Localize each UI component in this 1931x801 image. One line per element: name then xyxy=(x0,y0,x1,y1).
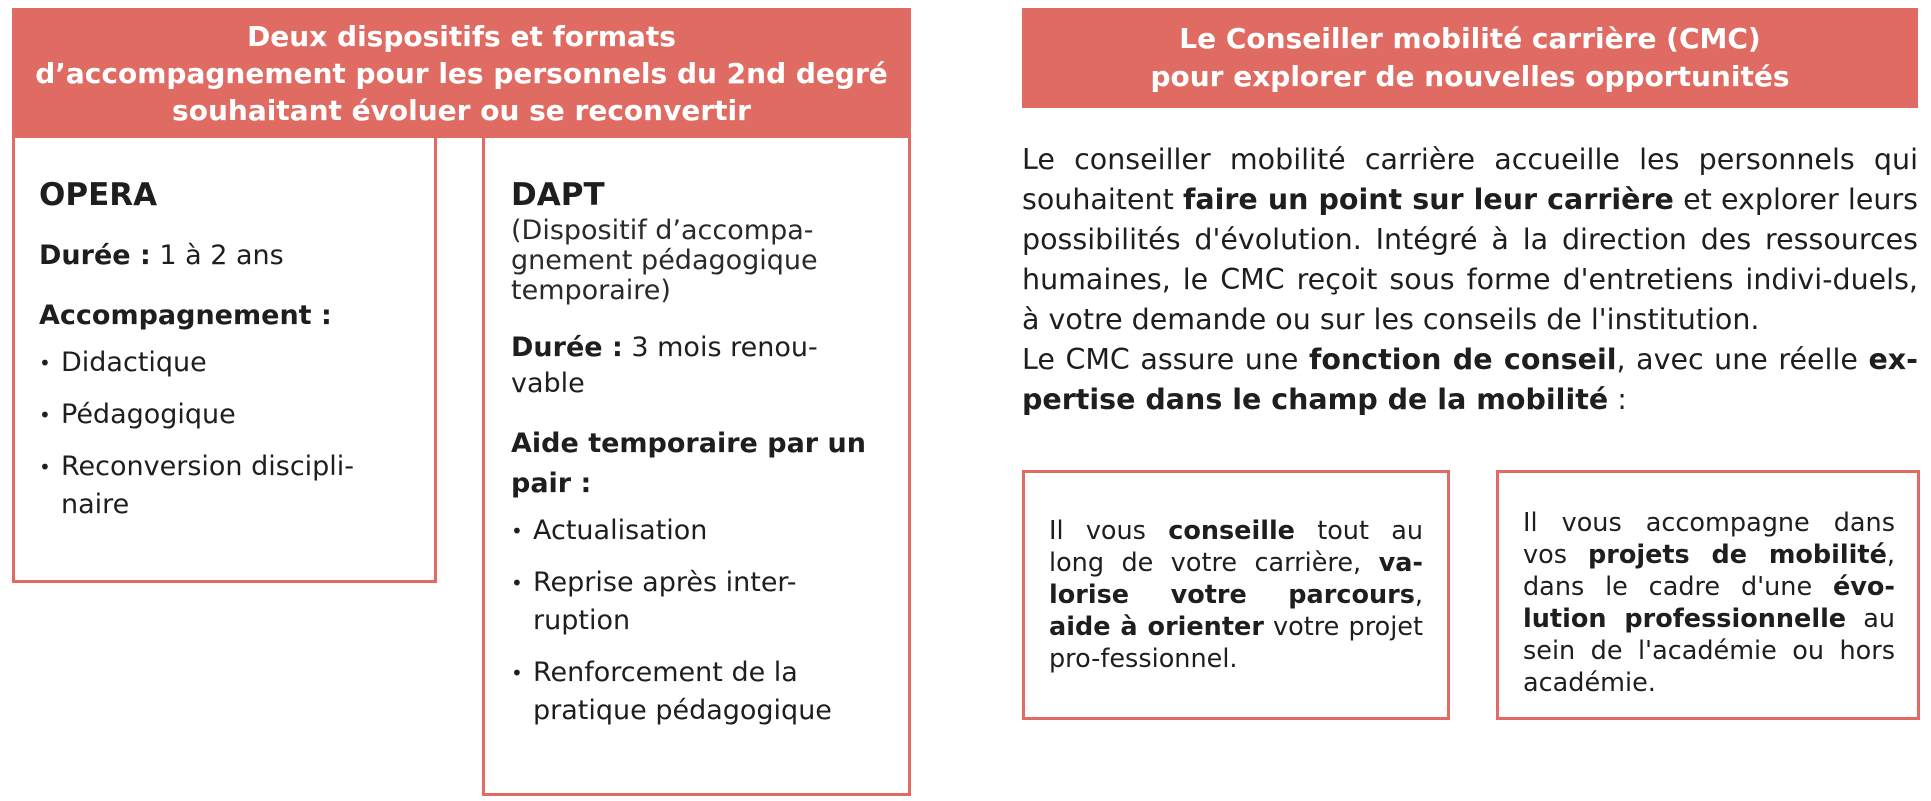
support-bold-2: évo-lution professionnelle xyxy=(1523,572,1895,634)
advice-bold-1: conseille xyxy=(1168,516,1295,546)
left-banner-line-2: d’accompagnement pour les personnels du 2nd degré xyxy=(35,56,888,90)
opera-duration-value: 1 à 2 ans xyxy=(150,240,284,271)
advice-text-4: votre projet pro-fessionnel. xyxy=(1049,612,1423,674)
advice-box xyxy=(1022,470,1450,720)
opera-title: OPERA xyxy=(39,177,158,213)
right-section-banner xyxy=(1022,8,1918,108)
opera-box xyxy=(12,136,437,583)
support-text-3: au sein de l'académie ou hors académie. xyxy=(1523,604,1895,698)
opera-duration-label: Durée : xyxy=(39,240,151,271)
list-item: • Didactique xyxy=(39,344,410,382)
support-box xyxy=(1496,470,1920,720)
list-item: • Actualisation xyxy=(511,512,886,550)
cmc-intro-paragraph xyxy=(1022,140,1918,340)
right-banner-line-1: Le Conseiller mobilité carrière (CMC) xyxy=(1179,22,1761,55)
cmc-role-bold-1: fonction de conseil xyxy=(1308,343,1617,376)
cmc-role-text-1: Le CMC assure une xyxy=(1022,343,1309,376)
left-banner-line-3: souhaitant évoluer ou se reconvertir xyxy=(172,93,751,127)
advice-bold-2: va-lorise votre parcours xyxy=(1049,548,1423,610)
list-item: • Renforcement de la pratique pédagogique xyxy=(511,654,886,730)
cmc-intro-text-2: et explorer leurs possibilités d'évolution. Intégré à la direction des ressources humaines, le CMC reçoit sous forme d'entretiens indivi-duels, à votre demande ou sur les conseils de l'institution. xyxy=(1022,183,1919,336)
left-section-banner xyxy=(12,8,911,138)
support-text xyxy=(1523,507,1895,699)
right-banner-line-2: pour explorer de nouvelles opportunités xyxy=(1150,60,1790,93)
opera-support-heading: Accompagnement : xyxy=(39,300,332,331)
advice-bold-3: aide à orienter xyxy=(1049,612,1264,642)
advice-text-1: Il vous xyxy=(1049,516,1169,546)
opera-duration xyxy=(39,238,410,274)
advice-text xyxy=(1049,515,1423,675)
support-text-2: , dans le cadre d'une xyxy=(1523,540,1895,602)
dapt-support-heading: Aide temporaire par un pair : xyxy=(511,428,866,499)
dapt-duration-label: Durée : xyxy=(511,332,623,363)
cmc-role-text-3: : xyxy=(1608,383,1627,416)
list-item: • Pédagogique xyxy=(39,396,410,434)
cmc-intro-text-1: Le conseiller mobilité carrière accueille les personnels qui souhaitent xyxy=(1022,143,1918,216)
support-bold-1: projets de mobilité xyxy=(1587,540,1887,570)
dapt-title: DAPT xyxy=(511,177,605,213)
cmc-role-paragraph xyxy=(1022,340,1918,420)
cmc-role-text-2: , avec une réelle xyxy=(1616,343,1869,376)
cmc-intro-bold-1: faire un point sur leur carrière xyxy=(1182,183,1674,216)
advice-text-2: tout au long de votre carrière, xyxy=(1049,516,1423,578)
dapt-box xyxy=(482,136,911,796)
dapt-duration xyxy=(511,330,886,402)
list-item: • Reprise après inter-ruption xyxy=(511,564,886,640)
advice-text-3: , xyxy=(1414,580,1423,610)
dapt-duration-value: 3 mois renou-vable xyxy=(511,332,818,399)
left-banner-line-1: Deux dispositifs et formats xyxy=(247,19,676,53)
dapt-subtitle: (Dispositif d’accompa-gnement pédagogique temporaire) xyxy=(511,215,818,306)
dapt-support-list xyxy=(511,512,886,730)
opera-support-list xyxy=(39,344,410,524)
support-text-1: Il vous accompagne dans vos xyxy=(1523,508,1895,570)
list-item: • Reconversion discipli-naire xyxy=(39,448,410,524)
cmc-role-bold-2: ex-pertise dans le champ de la mobilité xyxy=(1022,343,1918,416)
